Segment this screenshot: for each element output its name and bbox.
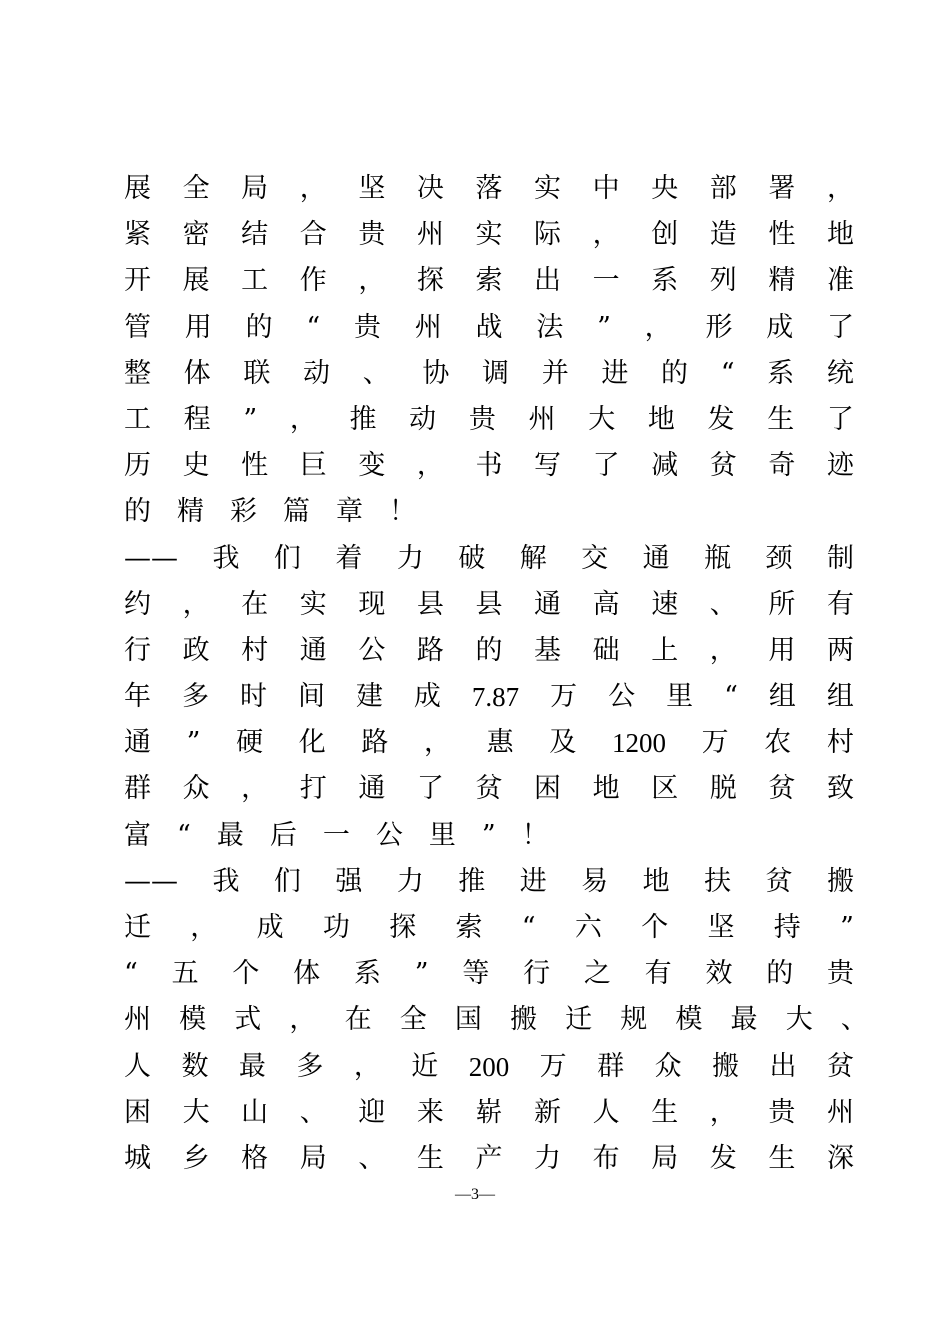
text-glyph: 颈 [765,542,793,574]
text-glyph: 路 [416,634,444,666]
text-glyph: 在 [344,1004,372,1036]
text-glyph: 人 [124,1050,151,1082]
text-glyph: 坚 [707,912,735,943]
text-glyph: 际 [534,219,562,251]
text-glyph: 州 [416,219,444,251]
text-glyph: 群 [597,1050,625,1082]
text-glyph: 乡 [182,1142,210,1174]
text-glyph: 迎 [358,1096,386,1128]
text-glyph: 生 [767,403,795,435]
text-glyph: 体 [293,958,321,990]
text-glyph: 的 [475,634,503,666]
text-glyph: ” [840,912,854,943]
text-glyph: ， [592,219,620,251]
text-glyph: 区 [651,773,679,805]
text-glyph: 局 [299,1142,327,1174]
text-glyph: 成 [413,681,441,713]
text-glyph: 成 [766,311,794,343]
text-glyph: 200 [468,1051,510,1082]
text-glyph: 调 [482,357,510,389]
text-glyph: 易 [581,865,609,897]
text-glyph: 奇 [768,450,796,482]
text-line [124,1090,854,1136]
text-glyph: “ [724,681,738,713]
text-glyph: 现 [358,588,386,620]
text-glyph: 迁 [124,912,151,943]
text-line [124,1044,854,1090]
text-glyph: 推 [349,403,377,435]
text-glyph: 通 [642,542,670,574]
text-line [124,813,854,859]
text-glyph: 州 [528,403,556,435]
text-glyph: 持 [773,912,801,943]
text-glyph: 了 [827,311,854,343]
text-line [124,1136,854,1182]
text-glyph: 密 [182,219,210,251]
text-glyph: 瓶 [704,542,732,574]
text-glyph: 管 [124,311,151,343]
text-glyph: 力 [396,542,424,574]
text-glyph: 实 [534,173,562,204]
text-glyph: 减 [651,450,679,482]
text-glyph: 系 [767,357,795,389]
text-glyph: 础 [592,634,620,666]
text-glyph: 有 [644,958,672,990]
text-glyph: 破 [458,542,486,574]
text-glyph: —— [124,865,178,897]
text-glyph: 性 [768,219,796,251]
text-glyph: 里 [428,819,456,851]
text-glyph: 两 [826,634,854,666]
text-glyph: ， [289,1004,317,1036]
text-glyph: ” [481,819,496,851]
text-glyph: 化 [298,727,326,759]
text-glyph: 进 [601,357,629,389]
text-glyph: 在 [241,588,269,620]
text-glyph: 紧 [124,219,151,251]
text-glyph: 地 [592,773,620,805]
text-glyph: 战 [475,311,503,343]
text-glyph: 上 [651,634,679,666]
text-glyph: 用 [184,311,212,343]
text-glyph: 县 [475,588,503,620]
text-glyph: 力 [534,1142,562,1174]
text-glyph: 最 [730,1004,758,1036]
text-glyph: 动 [303,357,331,389]
text-glyph: 通 [124,727,151,759]
text-glyph: 有 [826,588,854,620]
text-glyph: 列 [709,265,737,297]
text-glyph: 农 [764,727,792,759]
text-glyph: 组 [826,681,854,713]
text-glyph: 书 [475,450,503,482]
text-glyph: 一 [592,265,620,297]
text-line [124,305,854,351]
text-line [124,766,854,812]
text-glyph: 们 [273,865,301,897]
text-glyph: 展 [124,173,151,204]
text-glyph: 历 [124,450,151,482]
text-glyph: 整 [124,357,151,389]
text-glyph: 性 [241,450,269,482]
text-glyph: 崭 [475,1096,503,1128]
text-glyph: ， [353,1050,381,1082]
text-glyph: 致 [826,773,854,805]
text-glyph: 制 [826,542,854,574]
text-glyph: 生 [768,1142,796,1174]
text-glyph: 系 [651,265,679,297]
text-glyph: 富 [124,819,151,851]
text-glyph: 力 [396,865,424,897]
text-glyph: 创 [651,219,679,251]
text-glyph: 格 [241,1142,269,1174]
text-glyph: 体 [183,357,211,389]
text-glyph: 近 [411,1050,439,1082]
text-glyph: ， [826,173,854,204]
text-line [124,997,868,1043]
text-glyph: 行 [124,634,151,666]
text-glyph: 众 [182,773,210,805]
text-glyph: 大 [785,1004,813,1036]
text-glyph: 打 [299,773,327,805]
text-glyph: 展 [182,265,210,297]
text-glyph: 硬 [236,727,264,759]
text-glyph: 脱 [709,773,737,805]
text-glyph: 山 [241,1096,269,1128]
text-glyph: 生 [416,1142,444,1174]
text-glyph: 六 [574,912,602,943]
text-glyph: ， [182,588,210,620]
text-glyph: 贫 [826,1050,854,1082]
text-glyph: 法 [536,311,564,343]
text-glyph: 形 [705,311,733,343]
text-glyph: 结 [241,219,269,251]
text-glyph: ， [644,311,672,343]
text-glyph: 我 [212,542,240,574]
text-glyph: 决 [416,173,444,204]
text-glyph: 着 [335,542,363,574]
text-glyph: 强 [335,865,363,897]
text-glyph: “ [124,958,138,990]
text-glyph: 1200 [611,728,666,759]
text-glyph: 式 [234,1004,262,1036]
text-glyph: 数 [181,1050,209,1082]
text-glyph: 路 [361,727,389,759]
text-glyph: 坚 [358,173,386,204]
text-glyph: 合 [299,219,327,251]
text-glyph: 署 [768,173,796,204]
text-glyph: “ [720,357,735,389]
text-glyph: 贵 [768,1096,796,1128]
text-glyph: “ [177,819,191,851]
text-line [124,628,854,674]
text-glyph: 造 [709,219,737,251]
text-glyph: 的 [124,496,151,528]
text-glyph: 全 [399,1004,427,1036]
text-glyph: 效 [705,958,733,990]
text-glyph: 发 [709,1142,737,1174]
text-line [124,258,854,304]
text-glyph: 地 [647,403,675,435]
text-glyph: 万 [539,1050,567,1082]
text-glyph: 通 [358,773,386,805]
text-glyph: 地 [826,219,854,251]
text-glyph: 出 [769,1050,797,1082]
text-glyph: 、 [299,1096,327,1128]
text-glyph: 最 [216,819,244,851]
text-glyph: 迁 [565,1004,593,1036]
text-glyph: 群 [124,773,151,805]
text-glyph: 个 [232,958,260,990]
text-glyph: 通 [534,588,562,620]
text-line [124,582,854,628]
text-glyph: 一 [322,819,350,851]
text-glyph: 、 [709,588,737,620]
text-glyph: 组 [768,681,796,713]
text-glyph: 开 [124,265,151,297]
text-glyph: 建 [355,681,383,713]
text-glyph: 时 [239,681,267,713]
text-glyph: 贵 [353,311,381,343]
text-glyph: 的 [661,357,689,389]
text-glyph: 个 [641,912,669,943]
text-glyph: ” [243,403,258,435]
text-glyph: 公 [608,681,636,713]
text-glyph: ， [709,634,737,666]
text-glyph: 落 [475,173,503,204]
text-glyph: 州 [414,311,442,343]
text-glyph: 基 [534,634,562,666]
text-glyph: 史 [182,450,210,482]
text-glyph: 、 [358,1142,386,1174]
text-glyph: 生 [651,1096,679,1128]
text-line [124,536,854,582]
text-glyph: 州 [826,1096,854,1128]
text-glyph: 等 [462,958,490,990]
text-glyph: 搬 [509,1004,537,1036]
text-line [124,951,854,997]
text-glyph: ” [597,311,611,343]
text-line [124,674,854,720]
text-glyph: 功 [322,912,350,943]
text-glyph: 及 [549,727,577,759]
text-glyph: 新 [534,1096,562,1128]
text-glyph: 探 [389,912,417,943]
text-glyph: 交 [581,542,609,574]
text-line [124,859,854,905]
text-glyph: 巨 [299,450,327,482]
text-glyph: 困 [124,1096,151,1128]
text-glyph: ！ [521,819,549,851]
text-glyph: —— [124,542,178,574]
text-glyph: 村 [826,727,854,759]
text-glyph: 万 [701,727,729,759]
text-glyph: 间 [297,681,325,713]
text-glyph: ， [289,403,317,435]
text-glyph: 搬 [712,1050,740,1082]
text-glyph: ， [416,450,444,482]
text-glyph: 的 [245,311,273,343]
text-glyph: 成 [256,912,284,943]
text-line [124,397,854,443]
text-glyph: 大 [182,1096,210,1128]
text-glyph: 全 [182,173,210,204]
text-glyph: 实 [299,588,327,620]
body-text [124,166,868,1182]
text-glyph: 贫 [709,450,737,482]
text-glyph: 政 [182,634,210,666]
text-glyph: 章 [336,496,363,528]
text-glyph: 写 [534,450,562,482]
text-glyph: 公 [358,634,386,666]
text-glyph: 多 [296,1050,324,1082]
text-glyph: 了 [826,403,854,435]
text-glyph: 里 [666,681,694,713]
text-line [124,905,854,951]
text-glyph: 贫 [475,773,503,805]
text-glyph: ！ [389,496,416,528]
text-glyph: 解 [519,542,547,574]
text-glyph: 多 [181,681,209,713]
text-glyph: 大 [588,403,616,435]
text-glyph: 来 [416,1096,444,1128]
text-glyph: 7.87 [471,682,520,713]
text-glyph: 精 [768,265,796,297]
text-glyph: 我 [212,865,240,897]
text-glyph: 惠 [486,727,514,759]
text-glyph: 局 [241,173,269,204]
text-glyph: 约 [124,588,151,620]
text-glyph: 五 [171,958,199,990]
text-glyph: 贵 [827,958,854,990]
text-glyph: 变 [358,450,386,482]
text-glyph: ， [358,265,386,297]
text-glyph: 精 [177,496,204,528]
text-glyph: 规 [620,1004,648,1036]
text-glyph: 实 [475,219,503,251]
text-glyph: 索 [455,912,483,943]
text-glyph: 高 [592,588,620,620]
text-glyph: 工 [124,403,151,435]
text-glyph: 部 [709,173,737,204]
text-glyph: 搬 [826,865,854,897]
text-glyph: 贵 [358,219,386,251]
text-glyph: 动 [409,403,437,435]
text-glyph: 作 [299,265,327,297]
text-glyph: 后 [269,819,297,851]
text-glyph: 们 [273,542,301,574]
text-glyph: 中 [592,173,620,204]
text-glyph: 地 [642,865,670,897]
text-glyph: 用 [768,634,796,666]
text-line [124,351,854,397]
text-glyph: 协 [422,357,450,389]
text-glyph: 困 [534,773,562,805]
text-glyph: 贫 [765,865,793,897]
text-glyph: 进 [519,865,547,897]
text-glyph: 彩 [230,496,257,528]
text-glyph: 、 [362,357,390,389]
text-glyph: 模 [675,1004,703,1036]
text-glyph: 之 [583,958,611,990]
text-line [124,443,854,489]
text-glyph: 县 [416,588,444,620]
text-glyph: 系 [353,958,381,990]
text-glyph: 迹 [826,450,854,482]
text-glyph: ， [709,1096,737,1128]
text-glyph: 出 [534,265,562,297]
text-glyph: 并 [541,357,569,389]
text-glyph: 行 [523,958,551,990]
text-glyph: 、 [840,1004,868,1036]
text-line [124,212,854,258]
text-glyph: 深 [826,1142,854,1174]
text-glyph: 贫 [768,773,796,805]
text-glyph: 发 [707,403,735,435]
text-line [124,489,854,535]
text-glyph: 联 [243,357,271,389]
text-glyph: 索 [475,265,503,297]
text-glyph: 局 [651,1142,679,1174]
text-glyph: 年 [124,681,151,713]
text-glyph: 统 [826,357,854,389]
text-glyph: 最 [238,1050,266,1082]
text-glyph: “ [306,311,321,343]
text-glyph: 所 [768,588,796,620]
text-glyph: 了 [592,450,620,482]
text-glyph: ” [186,727,201,759]
text-glyph: 的 [766,958,794,990]
text-glyph: 速 [651,588,679,620]
text-glyph: 贵 [468,403,496,435]
text-glyph: 国 [454,1004,482,1036]
text-glyph: 央 [651,173,679,204]
text-glyph: “ [521,912,536,943]
text-glyph: 众 [654,1050,682,1082]
text-glyph: 布 [592,1142,620,1174]
text-glyph: 村 [241,634,269,666]
text-line [124,166,854,212]
text-glyph: 州 [124,1004,151,1036]
text-glyph: 人 [592,1096,620,1128]
text-glyph: 探 [416,265,444,297]
text-glyph: 模 [179,1004,207,1036]
text-glyph: 工 [241,265,269,297]
text-glyph: 程 [183,403,211,435]
text-glyph: 推 [458,865,486,897]
text-glyph: ， [424,727,452,759]
text-glyph: ， [190,912,218,943]
text-glyph: ， [241,773,269,805]
text-glyph: 产 [475,1142,503,1174]
text-glyph: 城 [124,1142,151,1174]
text-glyph: 了 [416,773,444,805]
text-glyph: ” [414,958,429,990]
text-glyph: ， [299,173,327,204]
text-glyph: 万 [550,681,578,713]
text-line [124,720,854,766]
text-glyph: 扶 [704,865,732,897]
text-glyph: 通 [299,634,327,666]
text-glyph: 公 [375,819,403,851]
text-glyph: 准 [826,265,854,297]
text-glyph: 篇 [283,496,310,528]
page-number: —3— [455,1186,495,1203]
